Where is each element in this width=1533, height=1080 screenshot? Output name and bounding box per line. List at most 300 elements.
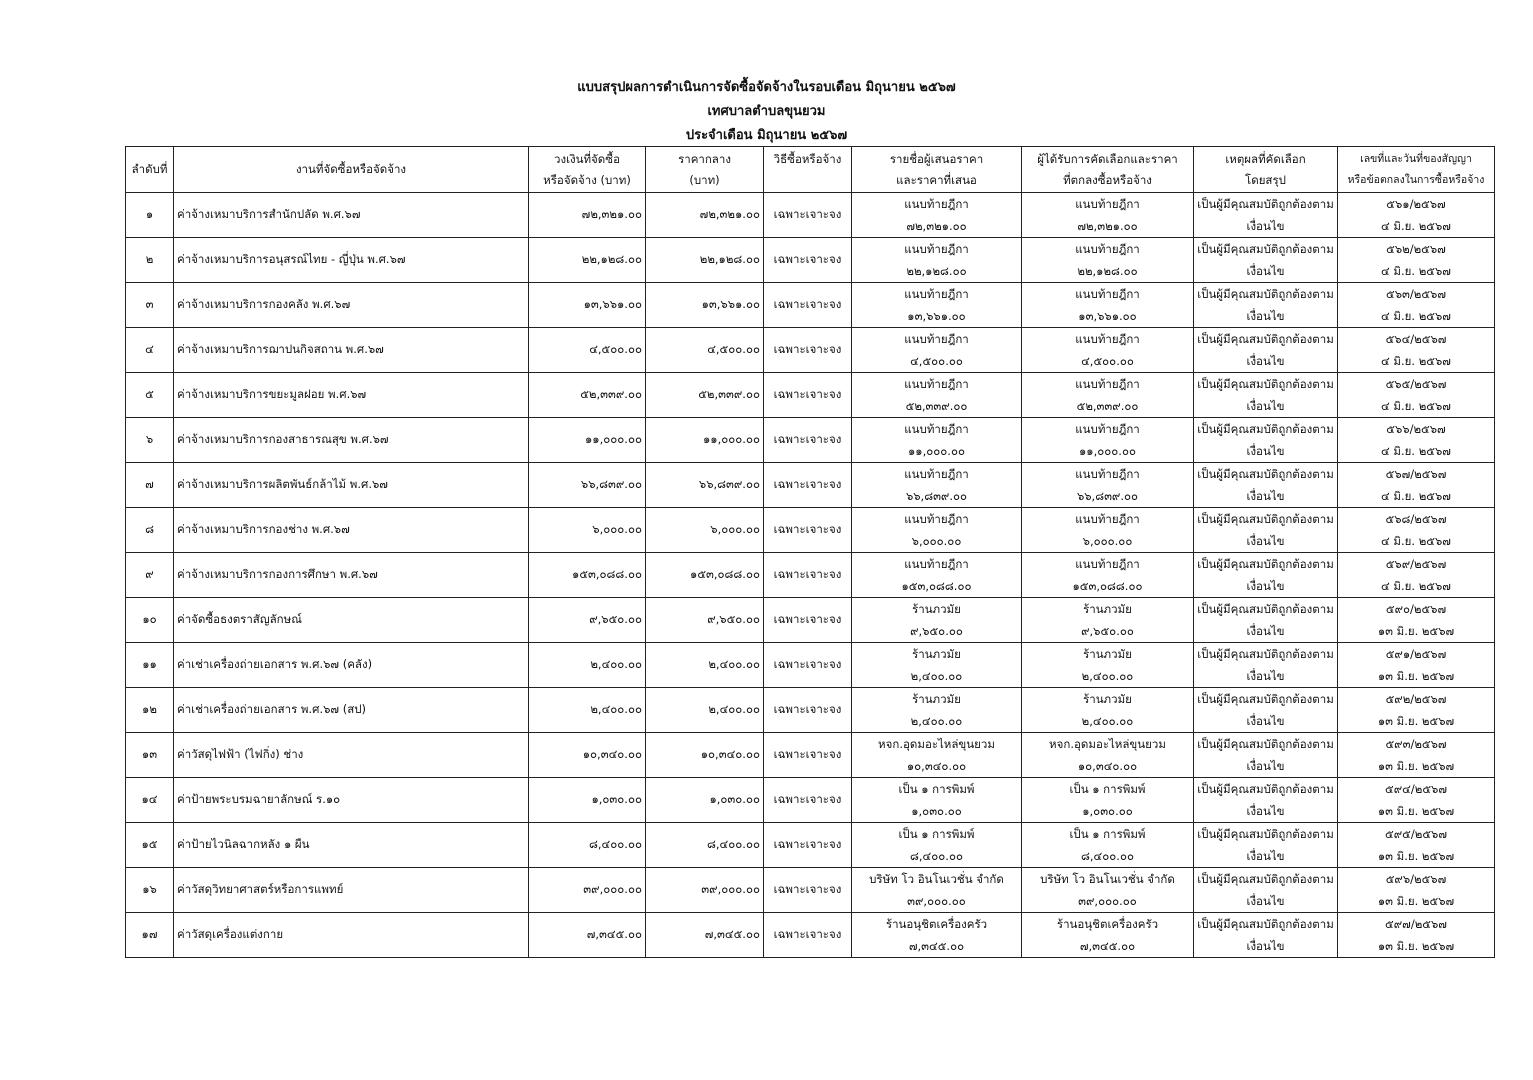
bid-price: ๖๖,๘๓๙.๐๐ (905, 489, 968, 503)
winner-name: แนบท้ายฎีกา (1075, 332, 1140, 346)
reason-line-2: เงื่อนไข (1246, 219, 1285, 233)
contract-cell (1338, 193, 1495, 238)
reason-line-1: เป็นผู้มีคุณสมบัติถูกต้องตาม (1197, 422, 1334, 436)
procurement-item: ค่าจ้างเหมาบริการกองการศึกษา พ.ศ.๖๗ (174, 553, 529, 598)
bidder-name: เป็น ๑ การพิมพ์ (898, 782, 975, 796)
procurement-item: ค่าเช่าเครื่องถ่ายเอกสาร พ.ศ.๖๗ (สป) (174, 688, 529, 733)
contract-date: ๑๓ มิ.ย. ๒๕๖๗ (1377, 624, 1455, 638)
budget-amount: ๑,๐๓๐.๐๐ (529, 778, 646, 823)
reason-line-2: เงื่อนไข (1246, 714, 1285, 728)
row-number: ๕ (126, 373, 174, 418)
col-header-contract: เลขที่และวันที่ของสัญญา หรือข้อตกลงในการซื้อหรือจ้าง (1338, 147, 1495, 193)
reason-line-2: เงื่อนไข (1246, 399, 1285, 413)
winner-name: บริษัท โว อินโนเวชั่น จำกัด (1040, 872, 1175, 886)
reference-price: ๑๐,๓๔๐.๐๐ (646, 733, 764, 778)
selection-reason (1194, 553, 1338, 598)
table-row (126, 283, 1495, 328)
winning-price: ๖,๐๐๐.๐๐ (1082, 534, 1133, 548)
bidder-cell (852, 553, 1022, 598)
bid-price: ๙,๖๕๐.๐๐ (910, 624, 963, 638)
winner-cell (1022, 328, 1194, 373)
table-row (126, 823, 1495, 868)
row-number: ๗ (126, 463, 174, 508)
bidder-cell (852, 913, 1022, 958)
procurement-item: ค่าจ้างเหมาบริการกองคลัง พ.ศ.๖๗ (174, 283, 529, 328)
bidder-name: แนบท้ายฎีกา (904, 332, 969, 346)
col-header-no: ลำดับที่ (126, 147, 174, 193)
reason-line-2: เงื่อนไข (1246, 309, 1285, 323)
reason-line-2: เงื่อนไข (1246, 354, 1285, 368)
row-number: ๑๐ (126, 598, 174, 643)
winning-price: ๕๒,๓๓๙.๐๐ (1076, 399, 1139, 413)
row-number: ๙ (126, 553, 174, 598)
winner-name: แนบท้ายฎีกา (1075, 377, 1140, 391)
reason-line-1: เป็นผู้มีคุณสมบัติถูกต้องตาม (1197, 602, 1334, 616)
contract-cell (1338, 868, 1495, 913)
reference-price: ๒,๔๐๐.๐๐ (646, 643, 764, 688)
contract-cell (1338, 778, 1495, 823)
winning-price: ๗,๓๔๕.๐๐ (1079, 939, 1136, 953)
bidder-cell (852, 193, 1022, 238)
procurement-method: เฉพาะเจาะจง (764, 688, 852, 733)
selection-reason (1194, 868, 1338, 913)
contract-number: ๕๙๔/๒๕๖๗ (1385, 782, 1447, 796)
reference-price: ๙,๖๕๐.๐๐ (646, 598, 764, 643)
contract-date: ๔ มิ.ย. ๒๕๖๗ (1381, 579, 1451, 593)
procurement-method: เฉพาะเจาะจง (764, 328, 852, 373)
reason-line-1: เป็นผู้มีคุณสมบัติถูกต้องตาม (1197, 377, 1334, 391)
procurement-item: ค่าเช่าเครื่องถ่ายเอกสาร พ.ศ.๖๗ (คลัง) (174, 643, 529, 688)
contract-date: ๔ มิ.ย. ๒๕๖๗ (1381, 534, 1451, 548)
bidder-name: แนบท้ายฎีกา (904, 512, 969, 526)
contract-number: ๕๙๑/๒๕๖๗ (1385, 647, 1447, 661)
reason-line-2: เงื่อนไข (1246, 444, 1285, 458)
contract-number: ๕๖๗/๒๕๖๗ (1385, 467, 1447, 481)
winner-name: แนบท้ายฎีกา (1075, 242, 1140, 256)
selection-reason (1194, 418, 1338, 463)
procurement-method: เฉพาะเจาะจง (764, 553, 852, 598)
contract-cell (1338, 238, 1495, 283)
winning-price: ๗๒,๓๒๑.๐๐ (1077, 219, 1138, 233)
contract-date: ๔ มิ.ย. ๒๕๖๗ (1381, 399, 1451, 413)
procurement-item: ค่าจัดซื้อธงตราสัญลักษณ์ (174, 598, 529, 643)
procurement-method: เฉพาะเจาะจง (764, 823, 852, 868)
selection-reason (1194, 373, 1338, 418)
contract-cell (1338, 553, 1495, 598)
reason-line-1: เป็นผู้มีคุณสมบัติถูกต้องตาม (1197, 647, 1334, 661)
report-period: ประจำเดือน มิถุนายน ๒๕๖๗ (685, 128, 848, 143)
winner-name: ร้านภวมัย (1083, 602, 1132, 616)
winning-price: ๓๙,๐๐๐.๐๐ (1078, 894, 1137, 908)
winning-price: ๑๑,๐๐๐.๐๐ (1078, 444, 1136, 458)
reason-line-1: เป็นผู้มีคุณสมบัติถูกต้องตาม (1197, 827, 1334, 841)
winner-cell (1022, 418, 1194, 463)
table-row (126, 238, 1495, 283)
reference-price: ๘,๔๐๐.๐๐ (646, 823, 764, 868)
winner-name: แนบท้ายฎีกา (1075, 467, 1140, 481)
bidder-name: แนบท้ายฎีกา (904, 377, 969, 391)
reason-line-1: เป็นผู้มีคุณสมบัติถูกต้องตาม (1197, 557, 1334, 571)
bid-price: ๗,๓๔๕.๐๐ (908, 939, 965, 953)
contract-date: ๔ มิ.ย. ๒๕๖๗ (1381, 264, 1451, 278)
bidder-cell (852, 283, 1022, 328)
reference-price: ๒,๔๐๐.๐๐ (646, 688, 764, 733)
bidder-cell (852, 868, 1022, 913)
contract-date: ๑๓ มิ.ย. ๒๕๖๗ (1377, 804, 1455, 818)
contract-date: ๔ มิ.ย. ๒๕๖๗ (1381, 354, 1451, 368)
budget-amount: ๖๖,๘๓๙.๐๐ (529, 463, 646, 508)
procurement-item: ค่าจ้างเหมาบริการผลิตพันธ์กล้าไม้ พ.ศ.๖๗ (174, 463, 529, 508)
contract-number: ๕๙๓/๒๕๖๗ (1385, 737, 1447, 751)
bid-price: ๕๒,๓๓๙.๐๐ (905, 399, 968, 413)
row-number: ๑๑ (126, 643, 174, 688)
selection-reason (1194, 463, 1338, 508)
procurement-item: ค่าจ้างเหมาบริการฌาปนกิจสถาน พ.ศ.๖๗ (174, 328, 529, 373)
bid-price: ๗๒,๓๒๑.๐๐ (906, 219, 967, 233)
reason-line-2: เงื่อนไข (1246, 669, 1285, 683)
selection-reason (1194, 643, 1338, 688)
reference-price: ๖๖,๘๓๙.๐๐ (646, 463, 764, 508)
contract-number: ๕๙๕/๒๕๖๗ (1385, 827, 1447, 841)
bidder-cell (852, 598, 1022, 643)
procurement-method: เฉพาะเจาะจง (764, 778, 852, 823)
reason-line-1: เป็นผู้มีคุณสมบัติถูกต้องตาม (1197, 692, 1334, 706)
selection-reason (1194, 508, 1338, 553)
organization-name: เทศบาลตำบลขุนยวม (707, 104, 826, 119)
bid-price: ๒,๔๐๐.๐๐ (910, 714, 963, 728)
winner-cell (1022, 463, 1194, 508)
reference-price: ๖,๐๐๐.๐๐ (646, 508, 764, 553)
reason-line-1: เป็นผู้มีคุณสมบัติถูกต้องตาม (1197, 332, 1334, 346)
procurement-item: ค่าจ้างเหมาบริการอนุสรณ์ไทย - ญี่ปุ่น พ.ศ.๖๗ (174, 238, 529, 283)
contract-cell (1338, 418, 1495, 463)
row-number: ๒ (126, 238, 174, 283)
winner-cell (1022, 553, 1194, 598)
contract-number: ๕๙๖/๒๕๖๗ (1385, 872, 1447, 886)
bidder-name: แนบท้ายฎีกา (904, 557, 969, 571)
winner-cell (1022, 193, 1194, 238)
winner-name: ร้านอนุชิตเครื่องครัว (1056, 917, 1159, 931)
contract-date: ๑๓ มิ.ย. ๒๕๖๗ (1377, 849, 1455, 863)
selection-reason (1194, 193, 1338, 238)
reference-price: ๕๒,๓๓๙.๐๐ (646, 373, 764, 418)
row-number: ๓ (126, 283, 174, 328)
reason-line-1: เป็นผู้มีคุณสมบัติถูกต้องตาม (1197, 467, 1334, 481)
procurement-method: เฉพาะเจาะจง (764, 418, 852, 463)
contract-date: ๑๓ มิ.ย. ๒๕๖๗ (1377, 759, 1455, 773)
reason-line-1: เป็นผู้มีคุณสมบัติถูกต้องตาม (1197, 197, 1334, 211)
selection-reason (1194, 688, 1338, 733)
reason-line-2: เงื่อนไข (1246, 534, 1285, 548)
report-title: แบบสรุปผลการดำเนินการจัดซื้อจัดจ้างในรอบเดือน มิถุนายน ๒๕๖๗ (577, 80, 956, 95)
bidder-name: ร้านภวมัย (912, 602, 961, 616)
bidder-name: แนบท้ายฎีกา (904, 422, 969, 436)
bidder-cell (852, 778, 1022, 823)
contract-cell (1338, 283, 1495, 328)
row-number: ๑๗ (126, 913, 174, 958)
table-row (126, 688, 1495, 733)
reason-line-2: เงื่อนไข (1246, 849, 1285, 863)
budget-amount: ๗๒,๓๒๑.๐๐ (529, 193, 646, 238)
bidder-cell (852, 508, 1022, 553)
winning-price: ๘,๔๐๐.๐๐ (1081, 849, 1134, 863)
procurement-method: เฉพาะเจาะจง (764, 463, 852, 508)
bid-price: ๑๑,๐๐๐.๐๐ (907, 444, 965, 458)
contract-date: ๑๓ มิ.ย. ๒๕๖๗ (1377, 894, 1455, 908)
budget-amount: ๒๒,๑๒๘.๐๐ (529, 238, 646, 283)
contract-date: ๔ มิ.ย. ๒๕๖๗ (1381, 219, 1451, 233)
winner-name: แนบท้ายฎีกา (1075, 557, 1140, 571)
procurement-item: ค่าวัสดุไฟฟ้า (ไฟกิ่ง) ช่าง (174, 733, 529, 778)
contract-number: ๕๙๒/๒๕๖๗ (1385, 692, 1447, 706)
reason-line-2: เงื่อนไข (1246, 804, 1285, 818)
bid-price: ๒,๔๐๐.๐๐ (910, 669, 963, 683)
bidder-name: หจก.อุดมอะไหล่ขุนยวม (878, 737, 995, 751)
bid-price: ๑๓,๖๖๑.๐๐ (907, 309, 966, 323)
budget-amount: ๒,๔๐๐.๐๐ (529, 643, 646, 688)
winner-name: ร้านภวมัย (1083, 692, 1132, 706)
reference-price: ๗,๓๔๕.๐๐ (646, 913, 764, 958)
winning-price: ๒,๔๐๐.๐๐ (1081, 714, 1134, 728)
winner-cell (1022, 823, 1194, 868)
winner-name: แนบท้ายฎีกา (1075, 422, 1140, 436)
winner-cell (1022, 868, 1194, 913)
bidder-cell (852, 733, 1022, 778)
col-header-reason: เหตุผลที่คัดเลือก โดยสรุป (1194, 147, 1338, 193)
winning-price: ๑,๐๓๐.๐๐ (1082, 804, 1133, 818)
contract-number: ๕๖๑/๒๕๖๗ (1386, 197, 1446, 211)
budget-amount: ๓๙,๐๐๐.๐๐ (529, 868, 646, 913)
contract-cell (1338, 913, 1495, 958)
contract-number: ๕๖๖/๒๕๖๗ (1386, 422, 1446, 436)
procurement-item: ค่าป้ายไวนิลฉากหลัง ๑ ผืน (174, 823, 529, 868)
col-header-bidders: รายชื่อผู้เสนอราคา และราคาที่เสนอ (852, 147, 1022, 193)
contract-date: ๔ มิ.ย. ๒๕๖๗ (1381, 444, 1451, 458)
reason-line-2: เงื่อนไข (1246, 579, 1285, 593)
contract-cell (1338, 733, 1495, 778)
contract-date: ๑๓ มิ.ย. ๒๕๖๗ (1377, 714, 1455, 728)
table-row (126, 778, 1495, 823)
selection-reason (1194, 913, 1338, 958)
procurement-method: เฉพาะเจาะจง (764, 283, 852, 328)
table-header-row (126, 147, 1495, 193)
reference-price: ๗๒,๓๒๑.๐๐ (646, 193, 764, 238)
winning-price: ๑๐,๓๔๐.๐๐ (1077, 759, 1138, 773)
bid-price: ๑๕๓,๐๘๘.๐๐ (901, 579, 972, 593)
bidder-cell (852, 688, 1022, 733)
contract-number: ๕๖๓/๒๕๖๗ (1386, 287, 1446, 301)
procurement-item: ค่าป้ายพระบรมฉายาลักษณ์ ร.๑๐ (174, 778, 529, 823)
budget-amount: ๑๐,๓๔๐.๐๐ (529, 733, 646, 778)
bid-price: ๒๒,๑๒๘.๐๐ (906, 264, 967, 278)
winner-cell (1022, 688, 1194, 733)
table-row (126, 328, 1495, 373)
reason-line-2: เงื่อนไข (1246, 939, 1285, 953)
winner-cell (1022, 508, 1194, 553)
reason-line-1: เป็นผู้มีคุณสมบัติถูกต้องตาม (1197, 737, 1334, 751)
contract-cell (1338, 328, 1495, 373)
bidder-cell (852, 373, 1022, 418)
table-row (126, 193, 1495, 238)
table-row (126, 373, 1495, 418)
budget-amount: ๑๑,๐๐๐.๐๐ (529, 418, 646, 463)
reason-line-2: เงื่อนไข (1246, 624, 1285, 638)
selection-reason (1194, 733, 1338, 778)
procurement-method: เฉพาะเจาะจง (764, 868, 852, 913)
winning-price: ๒๒,๑๒๘.๐๐ (1077, 264, 1138, 278)
reason-line-1: เป็นผู้มีคุณสมบัติถูกต้องตาม (1197, 512, 1334, 526)
contract-date: ๑๓ มิ.ย. ๒๕๖๗ (1377, 939, 1455, 953)
procurement-item: ค่าจ้างเหมาบริการกองสาธารณสุข พ.ศ.๖๗ (174, 418, 529, 463)
budget-amount: ๔,๕๐๐.๐๐ (529, 328, 646, 373)
contract-number: ๕๖๘/๒๕๖๗ (1385, 512, 1447, 526)
reason-line-1: เป็นผู้มีคุณสมบัติถูกต้องตาม (1197, 872, 1334, 886)
bidder-name: ร้านอนุชิตเครื่องครัว (885, 917, 988, 931)
budget-amount: ๕๒,๓๓๙.๐๐ (529, 373, 646, 418)
winner-cell (1022, 733, 1194, 778)
contract-cell (1338, 463, 1495, 508)
row-number: ๑๕ (126, 823, 174, 868)
contract-number: ๕๖๔/๒๕๖๗ (1385, 332, 1447, 346)
procurement-method: เฉพาะเจาะจง (764, 733, 852, 778)
bid-price: ๔,๕๐๐.๐๐ (910, 354, 963, 368)
bid-price: ๘,๔๐๐.๐๐ (910, 849, 963, 863)
procurement-method: เฉพาะเจาะจง (764, 643, 852, 688)
procurement-method: เฉพาะเจาะจง (764, 373, 852, 418)
table-row (126, 508, 1495, 553)
winner-cell (1022, 283, 1194, 328)
winning-price: ๔,๕๐๐.๐๐ (1081, 354, 1134, 368)
winner-name: แนบท้ายฎีกา (1075, 197, 1140, 211)
contract-cell (1338, 823, 1495, 868)
reference-price: ๑๕๓,๐๘๘.๐๐ (646, 553, 764, 598)
procurement-item: ค่าจ้างเหมาบริการกองช่าง พ.ศ.๖๗ (174, 508, 529, 553)
reason-line-2: เงื่อนไข (1246, 759, 1285, 773)
bidder-name: ร้านภวมัย (912, 692, 961, 706)
budget-amount: ๒,๔๐๐.๐๐ (529, 688, 646, 733)
row-number: ๑๔ (126, 778, 174, 823)
reference-price: ๒๒,๑๒๘.๐๐ (646, 238, 764, 283)
procurement-method: เฉพาะเจาะจง (764, 193, 852, 238)
winning-price: ๑๕๓,๐๘๘.๐๐ (1072, 579, 1143, 593)
reference-price: ๑๑,๐๐๐.๐๐ (646, 418, 764, 463)
winner-name: ร้านภวมัย (1083, 647, 1132, 661)
table-row (126, 643, 1495, 688)
reference-price: ๑๓,๖๖๑.๐๐ (646, 283, 764, 328)
selection-reason (1194, 778, 1338, 823)
winner-cell (1022, 373, 1194, 418)
table-row (126, 463, 1495, 508)
bidder-name: แนบท้ายฎีกา (904, 197, 969, 211)
table-row (126, 868, 1495, 913)
row-number: ๔ (126, 328, 174, 373)
procurement-item: ค่าวัสดุเครื่องแต่งกาย (174, 913, 529, 958)
contract-cell (1338, 508, 1495, 553)
bidder-name: บริษัท โว อินโนเวชั่น จำกัด (869, 872, 1004, 886)
row-number: ๑๒ (126, 688, 174, 733)
procurement-method: เฉพาะเจาะจง (764, 913, 852, 958)
table-row (126, 418, 1495, 463)
contract-cell (1338, 688, 1495, 733)
selection-reason (1194, 823, 1338, 868)
bidder-name: แนบท้ายฎีกา (904, 287, 969, 301)
reference-price: ๑,๐๓๐.๐๐ (646, 778, 764, 823)
winner-cell (1022, 238, 1194, 283)
procurement-item: ค่าจ้างเหมาบริการสำนักปลัด พ.ศ.๖๗ (174, 193, 529, 238)
reason-line-1: เป็นผู้มีคุณสมบัติถูกต้องตาม (1197, 917, 1334, 931)
contract-date: ๔ มิ.ย. ๒๕๖๗ (1381, 309, 1451, 323)
bidder-name: แนบท้ายฎีกา (904, 242, 969, 256)
row-number: ๑๖ (126, 868, 174, 913)
winner-cell (1022, 598, 1194, 643)
contract-cell (1338, 643, 1495, 688)
selection-reason (1194, 283, 1338, 328)
winning-price: ๑๓,๖๖๑.๐๐ (1078, 309, 1137, 323)
reason-line-1: เป็นผู้มีคุณสมบัติถูกต้องตาม (1197, 782, 1334, 796)
reason-line-2: เงื่อนไข (1246, 264, 1285, 278)
budget-amount: ๗,๓๔๕.๐๐ (529, 913, 646, 958)
reason-line-1: เป็นผู้มีคุณสมบัติถูกต้องตาม (1197, 287, 1334, 301)
contract-number: ๕๙๐/๒๕๖๗ (1385, 602, 1447, 616)
winner-name: แนบท้ายฎีกา (1075, 287, 1140, 301)
table-row (126, 553, 1495, 598)
contract-date: ๑๓ มิ.ย. ๒๕๖๗ (1377, 669, 1455, 683)
contract-number: ๕๙๗/๒๕๖๗ (1385, 917, 1447, 931)
contract-cell (1338, 598, 1495, 643)
bidder-name: ร้านภวมัย (912, 647, 961, 661)
col-header-winner: ผู้ได้รับการคัดเลือกและราคา ที่ตกลงซื้อหรือจ้าง (1022, 147, 1194, 193)
bidder-cell (852, 328, 1022, 373)
bidder-cell (852, 823, 1022, 868)
contract-date: ๔ มิ.ย. ๒๕๖๗ (1381, 489, 1451, 503)
col-header-budget: วงเงินที่จัดซื้อ หรือจัดจ้าง (บาท) (529, 147, 646, 193)
bid-price: ๑,๐๓๐.๐๐ (911, 804, 962, 818)
bidder-cell (852, 238, 1022, 283)
col-header-reference-price: ราคากลาง (บาท) (646, 147, 764, 193)
procurement-item: ค่าวัสดุวิทยาศาสตร์หรือการแพทย์ (174, 868, 529, 913)
row-number: ๑ (126, 193, 174, 238)
budget-amount: ๘,๔๐๐.๐๐ (529, 823, 646, 868)
reason-line-2: เงื่อนไข (1246, 894, 1285, 908)
bid-price: ๓๙,๐๐๐.๐๐ (907, 894, 966, 908)
winner-cell (1022, 778, 1194, 823)
reason-line-2: เงื่อนไข (1246, 489, 1285, 503)
procurement-table (125, 146, 1495, 958)
winning-price: ๖๖,๘๓๙.๐๐ (1076, 489, 1139, 503)
winner-cell (1022, 913, 1194, 958)
contract-number: ๕๖๒/๒๕๖๗ (1386, 242, 1446, 256)
budget-amount: ๑๓,๖๖๑.๐๐ (529, 283, 646, 328)
budget-amount: ๑๕๓,๐๘๘.๐๐ (529, 553, 646, 598)
budget-amount: ๙,๖๕๐.๐๐ (529, 598, 646, 643)
winner-name: แนบท้ายฎีกา (1075, 512, 1140, 526)
bidder-cell (852, 418, 1022, 463)
col-header-item: งานที่จัดซื้อหรือจัดจ้าง (174, 147, 529, 193)
procurement-method: เฉพาะเจาะจง (764, 508, 852, 553)
winning-price: ๒,๔๐๐.๐๐ (1081, 669, 1134, 683)
bid-price: ๑๐,๓๔๐.๐๐ (906, 759, 967, 773)
col-header-method: วิธีซื้อหรือจ้าง (764, 147, 852, 193)
bidder-name: เป็น ๑ การพิมพ์ (898, 827, 975, 841)
selection-reason (1194, 238, 1338, 283)
reference-price: ๓๙,๐๐๐.๐๐ (646, 868, 764, 913)
selection-reason (1194, 598, 1338, 643)
winner-name: หจก.อุดมอะไหล่ขุนยวม (1049, 737, 1166, 751)
table-row (126, 598, 1495, 643)
contract-cell (1338, 373, 1495, 418)
reference-price: ๔,๕๐๐.๐๐ (646, 328, 764, 373)
winning-price: ๙,๖๕๐.๐๐ (1081, 624, 1134, 638)
